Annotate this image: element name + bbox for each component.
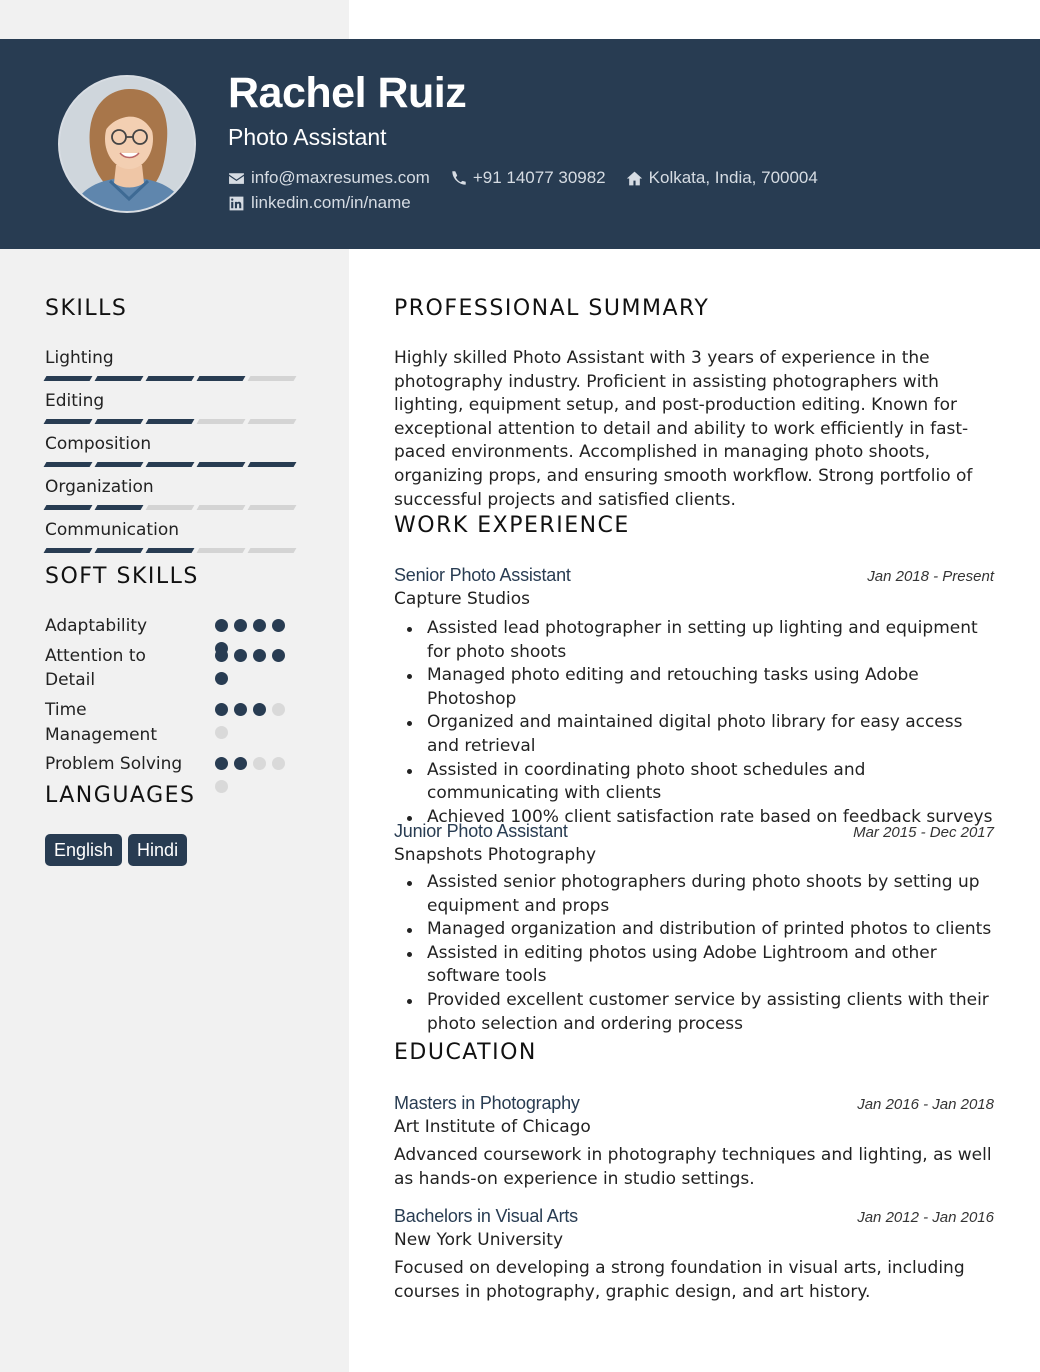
phone-text: +91 14077 30982 bbox=[472, 168, 606, 187]
level-segment bbox=[95, 462, 144, 467]
candidate-title: Photo Assistant bbox=[228, 124, 387, 150]
job-entry bbox=[394, 821, 994, 1036]
level-segment bbox=[248, 462, 297, 467]
level-segment bbox=[197, 548, 246, 553]
job-bullet: Assisted in editing photos using Adobe Lightroom and other software tools bbox=[394, 942, 994, 989]
candidate-name: Rachel Ruiz bbox=[228, 69, 467, 117]
education-dates: Jan 2012 - Jan 2016 bbox=[857, 1209, 994, 1226]
level-segment bbox=[248, 419, 297, 424]
soft-skill-label: Time Management bbox=[45, 700, 157, 745]
level-segment bbox=[146, 419, 195, 424]
job-bullets bbox=[394, 617, 994, 829]
skill-item bbox=[45, 475, 305, 518]
level-segment bbox=[44, 376, 93, 381]
job-bullet: Organized and maintained digital photo library for easy access and retrieval bbox=[394, 711, 994, 758]
soft-skill-label: Attention to Detail bbox=[45, 646, 146, 690]
soft-skill-item bbox=[45, 644, 305, 692]
languages-list bbox=[45, 834, 187, 866]
level-segment bbox=[248, 505, 297, 510]
skill-label: Communication bbox=[45, 520, 179, 540]
skill-label: Lighting bbox=[45, 348, 114, 368]
level-segment bbox=[248, 548, 297, 553]
education-header bbox=[394, 1206, 994, 1227]
contact-email[interactable] bbox=[228, 168, 430, 188]
rating-dot bbox=[215, 726, 228, 739]
envelope-icon bbox=[228, 170, 245, 187]
job-bullets bbox=[394, 871, 994, 1036]
education-heading: EDUCATION bbox=[394, 1040, 537, 1065]
rating-dot bbox=[253, 649, 266, 662]
rating-dot bbox=[215, 780, 228, 793]
rating-dot bbox=[253, 619, 266, 632]
job-dates: Mar 2015 - Dec 2017 bbox=[853, 824, 994, 841]
education-entry bbox=[394, 1093, 994, 1191]
education-school: Art Institute of Chicago bbox=[394, 1117, 591, 1137]
level-segment bbox=[146, 548, 195, 553]
level-segment bbox=[146, 505, 195, 510]
level-segment bbox=[248, 376, 297, 381]
level-segment bbox=[197, 505, 246, 510]
skill-label: Organization bbox=[45, 477, 154, 497]
linkedin-icon bbox=[228, 195, 245, 212]
skill-level-bar bbox=[45, 505, 305, 510]
contact-row bbox=[228, 168, 818, 188]
skill-level-bar bbox=[45, 548, 305, 553]
education-degree: Masters in Photography bbox=[394, 1093, 580, 1113]
rating-dot bbox=[234, 619, 247, 632]
level-segment bbox=[95, 376, 144, 381]
soft-skill-rating bbox=[215, 649, 291, 685]
level-segment bbox=[44, 548, 93, 553]
soft-skill-item bbox=[45, 614, 305, 638]
job-dates: Jan 2018 - Present bbox=[867, 568, 994, 585]
job-company: Capture Studios bbox=[394, 589, 530, 609]
job-bullet: Provided excellent customer service by assisting clients with their photo selection and ordering process bbox=[394, 989, 994, 1036]
job-bullet: Managed photo editing and retouching tasks using Adobe Photoshop bbox=[394, 664, 994, 711]
job-bullet: Assisted in coordinating photo shoot schedules and communicating with clients bbox=[394, 759, 994, 806]
skill-label: Composition bbox=[45, 434, 152, 454]
rating-dot bbox=[272, 703, 285, 716]
soft-skill-rating bbox=[215, 757, 291, 793]
skills-heading: SKILLS bbox=[45, 296, 128, 321]
job-role: Junior Photo Assistant bbox=[394, 821, 568, 841]
education-dates: Jan 2016 - Jan 2018 bbox=[857, 1096, 994, 1113]
contact-phone[interactable] bbox=[450, 168, 606, 188]
contact-location bbox=[626, 168, 818, 188]
soft-skill-label: Adaptability bbox=[45, 616, 148, 636]
job-header bbox=[394, 821, 994, 842]
level-segment bbox=[146, 376, 195, 381]
job-header bbox=[394, 565, 994, 586]
skill-level-bar bbox=[45, 419, 305, 424]
soft-skill-item bbox=[45, 698, 305, 748]
level-segment bbox=[197, 462, 246, 467]
level-segment bbox=[95, 419, 144, 424]
level-segment bbox=[146, 462, 195, 467]
rating-dot bbox=[215, 619, 228, 632]
level-segment bbox=[44, 462, 93, 467]
job-role: Senior Photo Assistant bbox=[394, 565, 571, 585]
rating-dot bbox=[234, 649, 247, 662]
rating-dot bbox=[234, 703, 247, 716]
location-text: Kolkata, India, 700004 bbox=[648, 168, 818, 187]
skill-level-bar bbox=[45, 462, 305, 467]
education-degree: Bachelors in Visual Arts bbox=[394, 1206, 578, 1226]
rating-dot bbox=[234, 757, 247, 770]
avatar bbox=[58, 75, 196, 213]
rating-dot bbox=[253, 757, 266, 770]
rating-dot bbox=[215, 672, 228, 685]
job-bullet: Achieved 100% client satisfaction rate based on feedback surveys bbox=[394, 806, 994, 830]
skill-item bbox=[45, 432, 305, 475]
soft-skill-rating bbox=[215, 703, 291, 739]
skill-item bbox=[45, 518, 305, 561]
language-tag: English bbox=[45, 834, 122, 866]
job-entry bbox=[394, 565, 994, 829]
soft-skill-item bbox=[45, 752, 305, 776]
language-tag: Hindi bbox=[128, 834, 187, 866]
rating-dot bbox=[272, 757, 285, 770]
level-segment bbox=[44, 505, 93, 510]
linkedin-text: linkedin.com/in/name bbox=[251, 193, 411, 212]
education-school: New York University bbox=[394, 1230, 564, 1250]
education-description: Advanced coursework in photography techniques and lighting, as well as hands-on experience in studio settings. bbox=[394, 1145, 992, 1189]
rating-dot bbox=[253, 703, 266, 716]
job-bullet: Managed organization and distribution of printed photos to clients bbox=[394, 918, 994, 942]
rating-dot bbox=[215, 757, 228, 770]
level-segment bbox=[44, 419, 93, 424]
level-segment bbox=[197, 419, 246, 424]
skill-level-bar bbox=[45, 376, 305, 381]
level-segment bbox=[95, 548, 144, 553]
education-description: Focused on developing a strong foundation in visual arts, including courses in photography, graphic design, and art history. bbox=[394, 1258, 965, 1302]
rating-dot bbox=[272, 619, 285, 632]
profile-photo bbox=[60, 77, 196, 213]
job-bullet: Assisted lead photographer in setting up lighting and equipment for photo shoots bbox=[394, 617, 994, 664]
home-icon bbox=[626, 170, 643, 187]
soft-skills-list bbox=[45, 614, 305, 776]
resume-header bbox=[0, 39, 1040, 249]
soft-skills-heading: SOFT SKILLS bbox=[45, 564, 199, 589]
level-segment bbox=[95, 505, 144, 510]
education-entry bbox=[394, 1206, 994, 1304]
summary-heading: PROFESSIONAL SUMMARY bbox=[394, 296, 710, 321]
soft-skill-label: Problem Solving bbox=[45, 754, 183, 774]
job-bullet: Assisted senior photographers during photo shoots by setting up equipment and props bbox=[394, 871, 994, 918]
job-company: Snapshots Photography bbox=[394, 845, 597, 865]
skill-label: Editing bbox=[45, 391, 105, 411]
rating-dot bbox=[215, 703, 228, 716]
skill-item bbox=[45, 389, 305, 432]
contact-row-2 bbox=[228, 193, 411, 213]
email-text: info@maxresumes.com bbox=[251, 168, 430, 187]
skills-list bbox=[45, 346, 305, 561]
work-heading: WORK EXPERIENCE bbox=[394, 513, 630, 538]
rating-dot bbox=[215, 649, 228, 662]
rating-dot bbox=[272, 649, 285, 662]
level-segment bbox=[197, 376, 246, 381]
summary-text: Highly skilled Photo Assistant with 3 years of experience in the photography industry. Proficient in assisting photographers with lighting, equipment setup, and post-production editing. Known for exceptional attention to detail and ability to work efficiently in fast-paced environments. Accomplished in managing photo shoots, organizing props, and ensuring smooth workflow. Strong portfolio of successful projects and satisfied clients. bbox=[394, 348, 973, 510]
languages-heading: LANGUAGES bbox=[45, 783, 196, 808]
contact-linkedin[interactable] bbox=[228, 193, 411, 213]
education-header bbox=[394, 1093, 994, 1114]
skill-item bbox=[45, 346, 305, 389]
phone-icon bbox=[450, 170, 467, 187]
